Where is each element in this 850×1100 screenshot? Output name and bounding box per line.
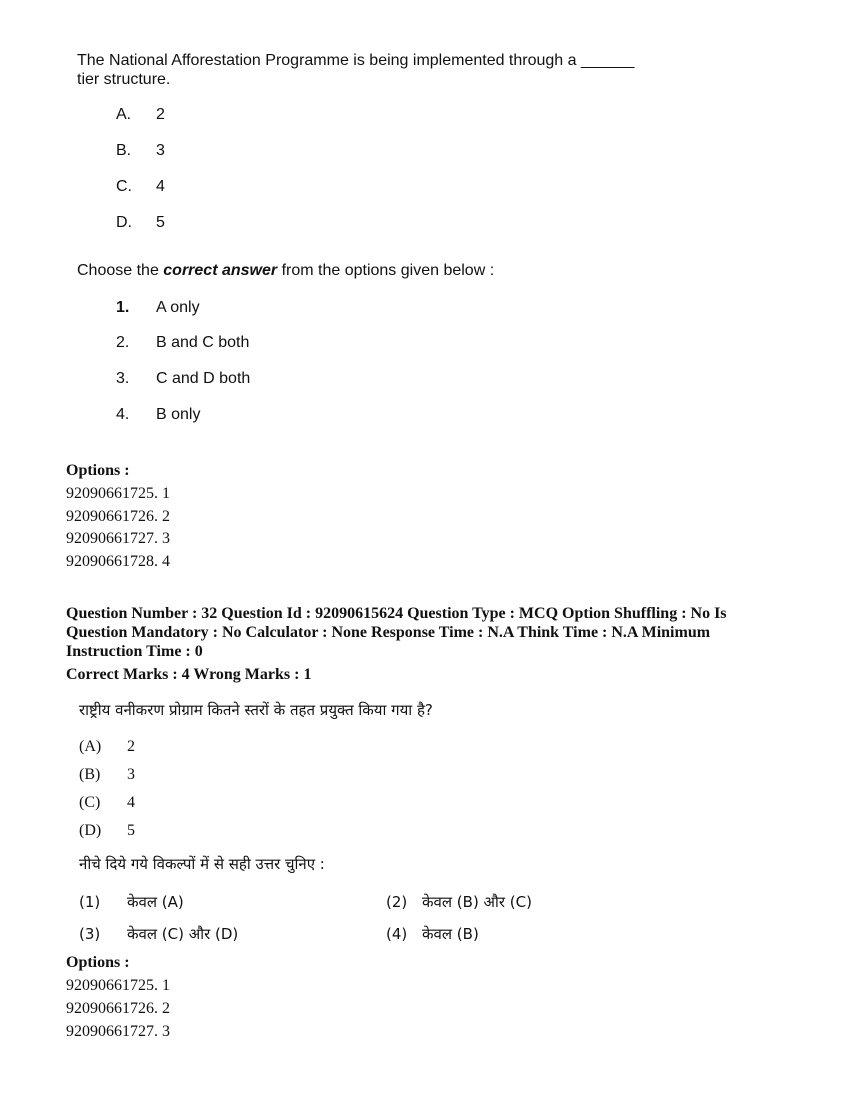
hindi-answer-option-1	[79, 892, 184, 912]
choice-a	[116, 106, 165, 124]
answer-text: C and D both	[156, 370, 251, 387]
hindi-answer-prompt: नीचे दिये गये विकल्पों में से सही उत्तर चुनिए :	[79, 855, 325, 873]
choice-key: (D)	[79, 822, 102, 839]
options-label: Options :	[66, 462, 130, 479]
answer-text: A only	[156, 299, 200, 316]
answer-key: (1)	[79, 893, 101, 911]
answer-text: केवल (C) और (D)	[127, 925, 239, 943]
answer-prompt-emphasis: correct answer	[163, 262, 278, 279]
choice-key: D.	[116, 214, 132, 231]
choice-key: A.	[116, 106, 132, 123]
option-id-row: 92090661726. 2	[66, 1000, 170, 1017]
option-id-row: 92090661728. 4	[66, 553, 170, 570]
hindi-choice-c	[79, 794, 135, 812]
choice-key: C.	[116, 178, 132, 195]
answer-prompt-post: from the options given below :	[277, 262, 495, 279]
choice-text: 2	[127, 738, 135, 755]
question-meta-line-3: Instruction Time : 0	[66, 643, 203, 660]
option-id-row: 92090661727. 3	[66, 1023, 170, 1040]
answer-key: 3.	[116, 370, 130, 387]
question-meta-line-2: Question Mandatory : No Calculator : None Response Time : N.A Think Time : N.A Minimum	[66, 624, 711, 641]
answer-key: (2)	[386, 893, 408, 911]
choice-key: B.	[116, 142, 132, 159]
hindi-choice-a	[79, 738, 135, 756]
hindi-choice-b	[79, 766, 135, 784]
hindi-answer-option-2	[386, 892, 532, 912]
answer-text: केवल (B) और (C)	[422, 893, 532, 911]
hindi-question-text: राष्ट्रीय वनीकरण प्रोग्राम कितने स्तरों के तहत प्रयुक्त किया गया है?	[79, 701, 433, 719]
choice-text: 4	[156, 178, 165, 195]
answer-key: 2.	[116, 334, 130, 351]
choice-d	[116, 214, 165, 232]
answer-option-2	[116, 334, 249, 352]
question-text-line-2: tier structure.	[77, 71, 171, 88]
choice-text: 5	[156, 214, 165, 231]
hindi-answer-option-4	[386, 924, 479, 944]
hindi-choice-d	[79, 822, 135, 840]
answer-prompt-pre: Choose the	[77, 262, 164, 279]
answer-key: 4.	[116, 406, 130, 423]
answer-text: B only	[156, 406, 201, 423]
answer-text: केवल (A)	[127, 893, 184, 911]
option-id-row: 92090661726. 2	[66, 508, 170, 525]
choice-text: 3	[156, 142, 165, 159]
choice-text: 5	[127, 822, 135, 839]
answer-prompt	[77, 262, 494, 280]
question-meta-line-1: Question Number : 32 Question Id : 92090615624 Question Type : MCQ Option Shuffling : No Is	[66, 605, 727, 622]
options-label: Options :	[66, 954, 130, 971]
question-marks: Correct Marks : 4 Wrong Marks : 1	[66, 666, 312, 683]
choice-text: 3	[127, 766, 135, 783]
choice-key: (A)	[79, 738, 102, 755]
answer-key: 1.	[116, 299, 130, 316]
answer-text: केवल (B)	[422, 925, 479, 943]
choice-text: 2	[156, 106, 165, 123]
answer-option-4	[116, 406, 200, 424]
answer-option-3	[116, 370, 250, 388]
choice-key: (C)	[79, 794, 101, 811]
choice-b	[116, 142, 165, 160]
option-id-row: 92090661725. 1	[66, 977, 170, 994]
answer-key: (3)	[79, 925, 101, 943]
answer-option-1	[116, 299, 200, 317]
question-text-line-1: The National Afforestation Programme is being implemented through a ______	[77, 52, 635, 69]
choice-key: (B)	[79, 766, 101, 783]
answer-key: (4)	[386, 925, 408, 943]
choice-c	[116, 178, 165, 196]
answer-text: B and C both	[156, 334, 250, 351]
hindi-answer-option-3	[79, 924, 238, 944]
option-id-row: 92090661725. 1	[66, 485, 170, 502]
option-id-row: 92090661727. 3	[66, 530, 170, 547]
choice-text: 4	[127, 794, 135, 811]
